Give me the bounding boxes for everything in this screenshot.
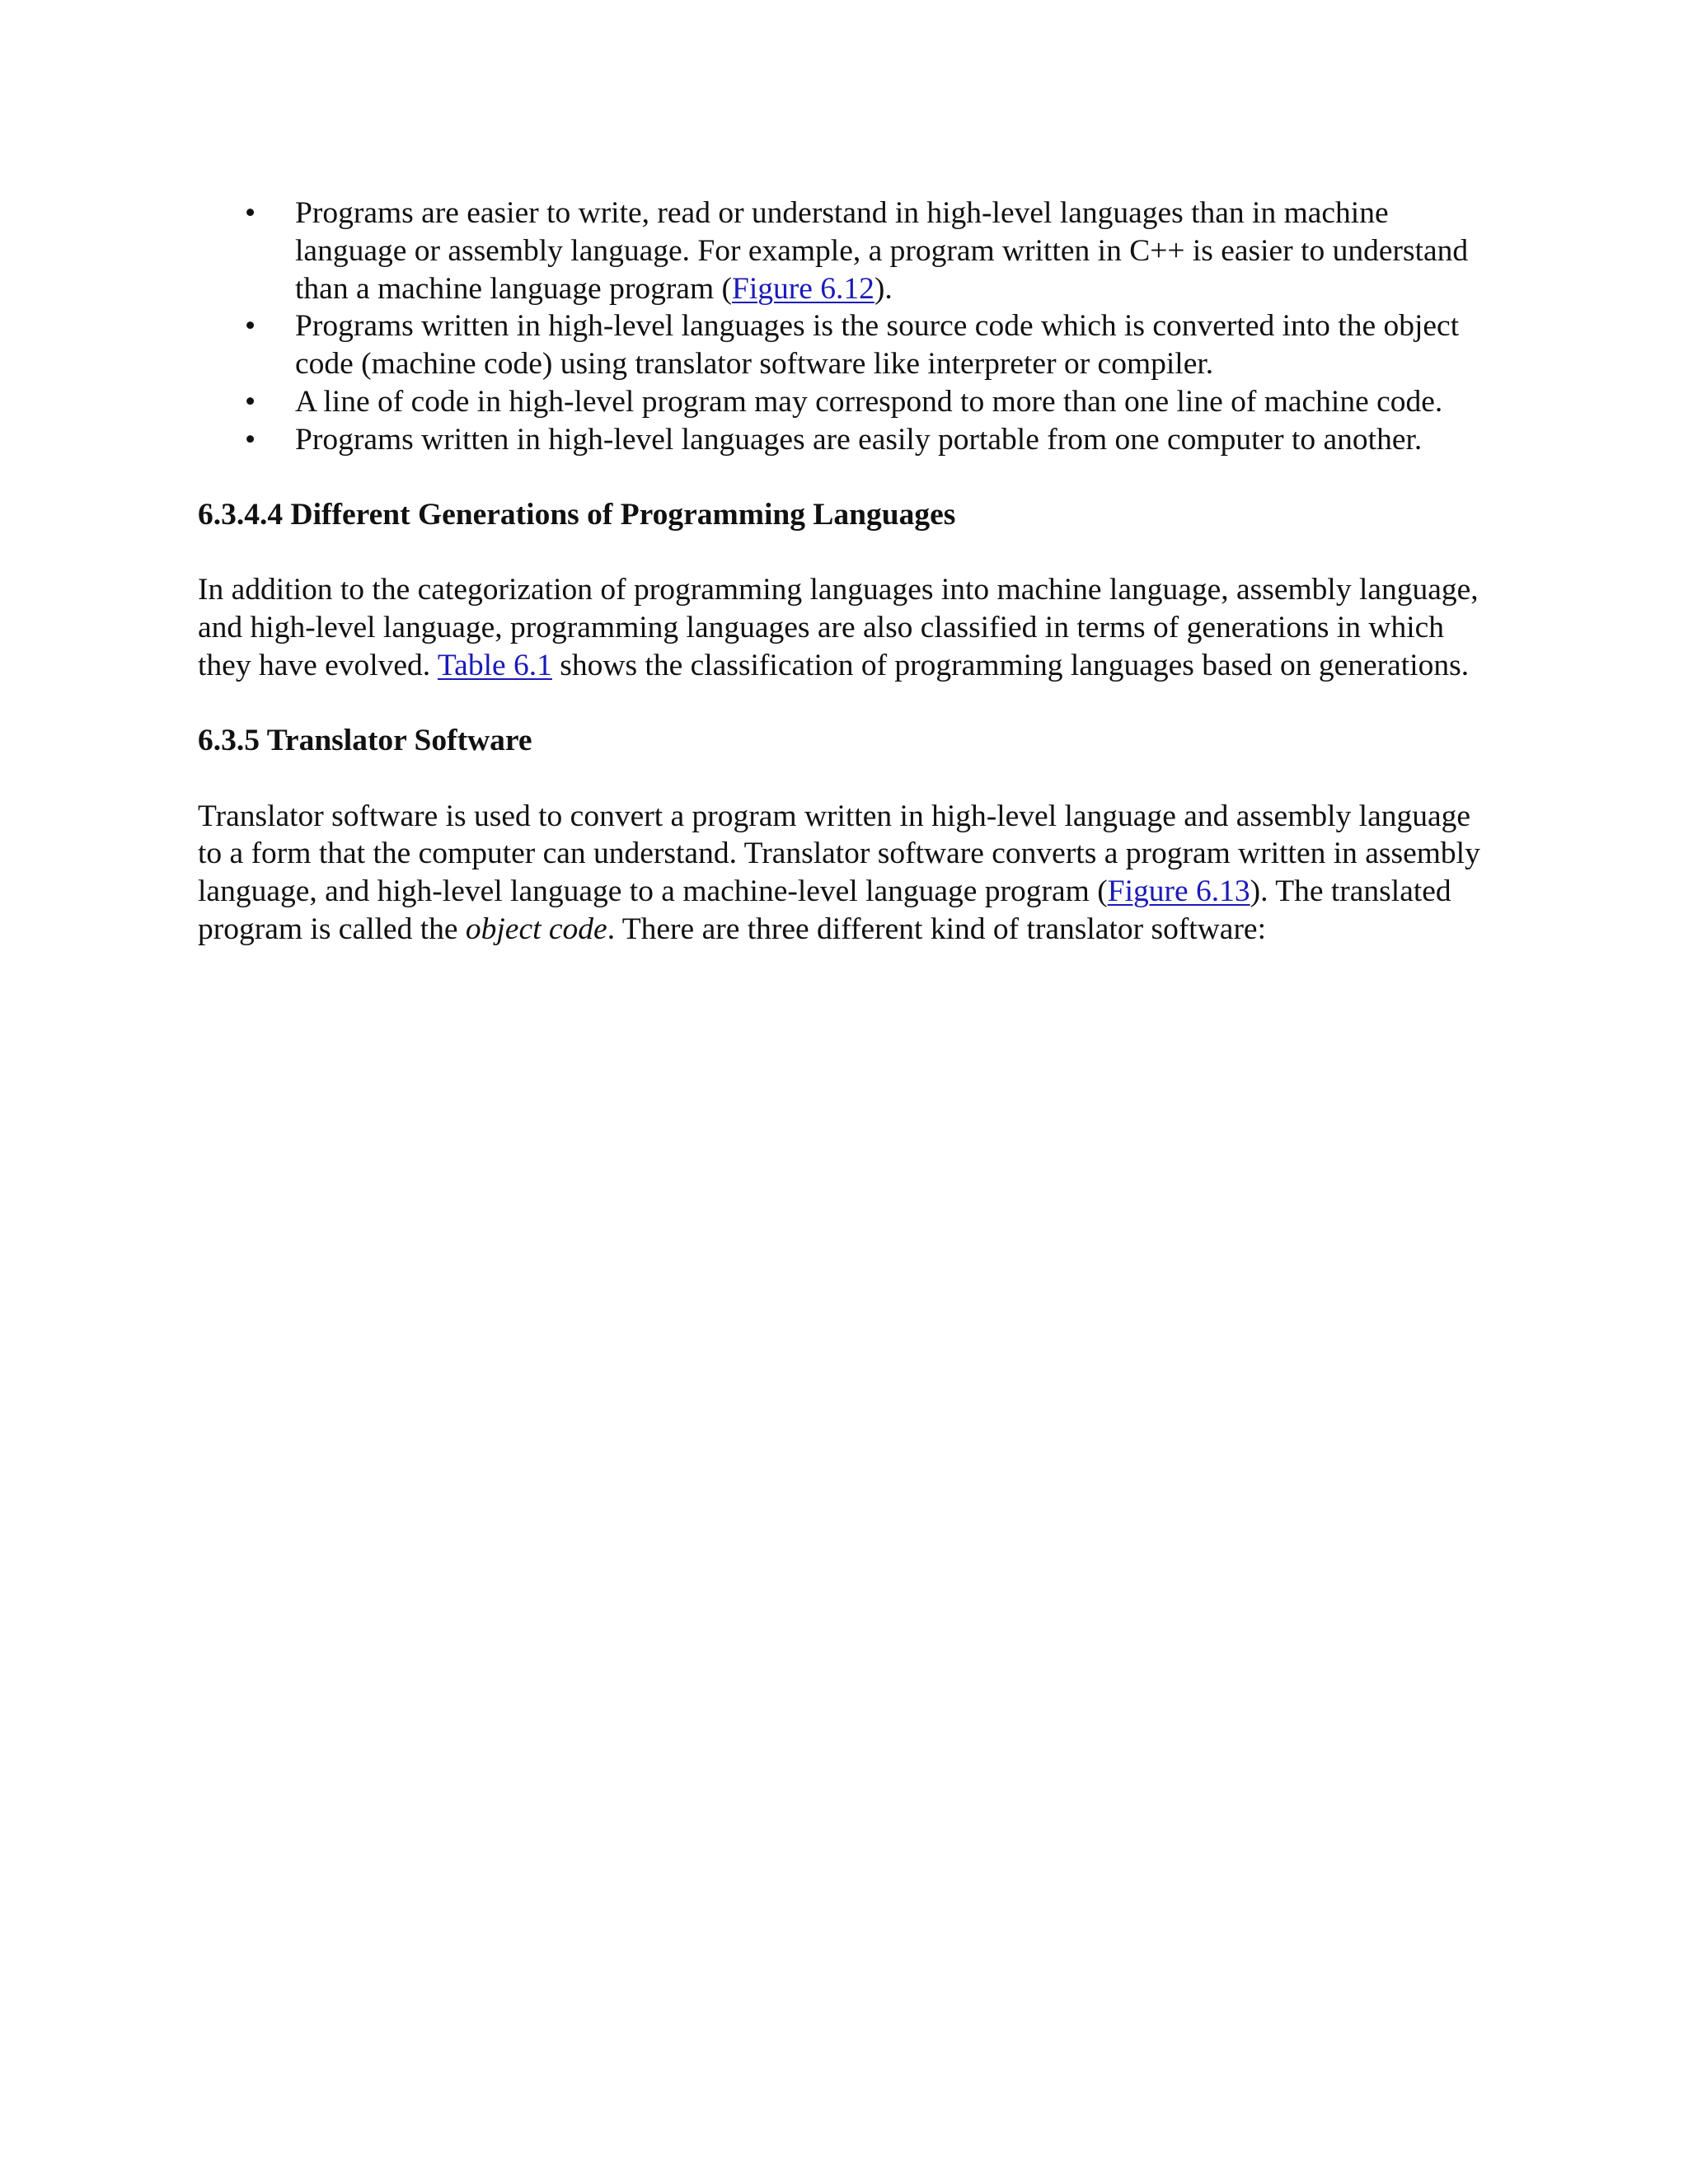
paragraph-translator (198, 798, 1500, 949)
bullet-marker: • (245, 384, 256, 419)
bullet-marker: • (245, 309, 256, 344)
section-heading-translator: 6.3.5 Translator Software (198, 723, 532, 757)
bullet-item (198, 383, 1500, 421)
paragraph-text-mid: ). The translated program is called the (198, 874, 1451, 946)
figure-6-13-link[interactable]: Figure 6.13 (1107, 874, 1250, 909)
paragraph-text: In addition to the categorization of programming languages into machine language, assembly language, and high-level language, programming languages are also classified in terms of generations in which they have evolved. (198, 573, 1479, 682)
bullet-list (198, 194, 1500, 459)
object-code-term: object code (465, 912, 607, 946)
bullet-item (198, 307, 1500, 383)
bullet-text: Programs are easier to write, read or understand in high-level languages than in machine language or assembly language. For example, a program written in C++ is easier to understand than a machine language program ( (295, 196, 1469, 306)
figure-6-12-link[interactable]: Figure 6.12 (731, 271, 874, 306)
bullet-marker: • (245, 422, 256, 457)
bullet-item (198, 194, 1500, 307)
paragraph-text: Translator software is used to convert a program written in high-level language and assembly language to a form that the computer can understand. Translator software converts a program written in assembly language, and high-level language to a machine-level language program ( (198, 799, 1480, 909)
bullet-marker: • (245, 196, 256, 230)
bullet-text: A line of code in high-level program may correspond to more than one line of machine code. (295, 384, 1443, 419)
document-page (198, 194, 1500, 949)
spacer (198, 760, 1500, 798)
spacer (198, 459, 1500, 496)
spacer (198, 533, 1500, 571)
paragraph-text-end: shows the classification of programming languages based on generations. (551, 648, 1470, 682)
bullet-item (198, 421, 1500, 459)
bullet-text-end: ). (874, 271, 893, 306)
table-6-1-link[interactable]: Table 6.1 (437, 648, 552, 682)
spacer (198, 685, 1500, 722)
bullet-text: Programs written in high-level languages is the source code which is converted into the object code (machine code) using translator software like interpreter or compiler. (295, 309, 1460, 382)
paragraph-generations (198, 571, 1500, 684)
section-heading-generations: 6.3.4.4 Different Generations of Programming Languages (198, 497, 956, 532)
bullet-text: Programs written in high-level languages are easily portable from one computer to another. (295, 422, 1423, 457)
paragraph-text-end: . There are three different kind of translator software: (607, 912, 1266, 946)
